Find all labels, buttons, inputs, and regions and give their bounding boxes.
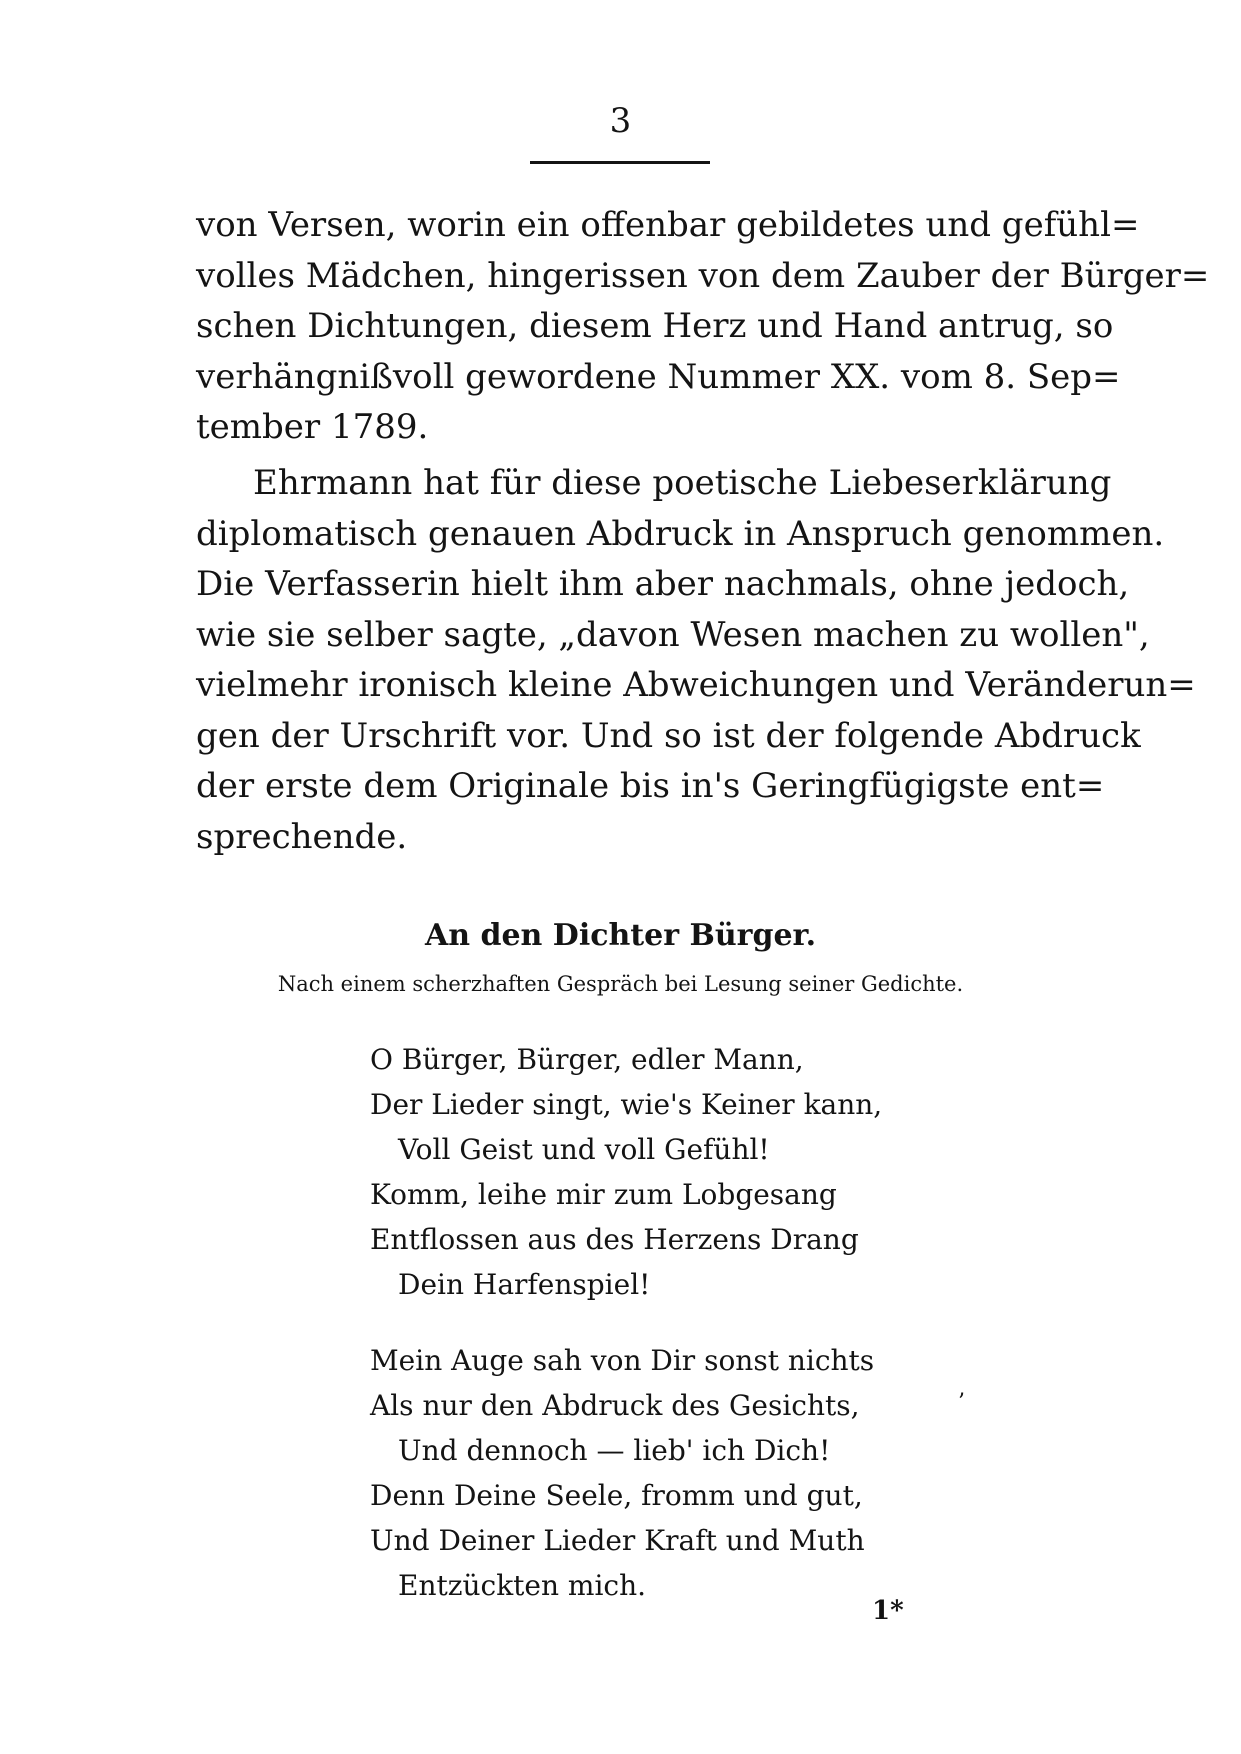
text-line: wie sie selber sagte, „davon Wesen machen zu wollen", — [196, 614, 1150, 655]
text-line: Ehrmann hat für diese poetische Liebeserklärung — [253, 463, 1112, 503]
signature-mark: 1* — [872, 1596, 904, 1626]
text-line: Die Verfasserin hielt ihm aber nachmals, ohne jedoch, — [196, 564, 1130, 604]
verse-line: Komm, leihe mir zum Lobgesang — [370, 1178, 837, 1211]
verse-line: Der Lieder singt, wie's Keiner kann, — [370, 1088, 883, 1121]
verse-line: Entzückten mich. — [398, 1569, 647, 1602]
poem-stanza-1 — [370, 1037, 930, 1307]
text-line: vielmehr ironisch kleine Abweichungen und Veränderun= — [196, 665, 1196, 705]
verse-line: Als nur den Abdruck des Gesichts, — [370, 1389, 860, 1422]
paragraph-1 — [196, 200, 1210, 453]
text-line: verhängnißvoll gewordene Nummer XX. vom 8. Sep= — [196, 356, 1121, 397]
text-line: schen Dichtungen, diesem Herz und Hand antrug, so — [196, 306, 1114, 346]
verse-line: O Bürger, Bürger, edler Mann, — [370, 1043, 804, 1076]
verse-line: Denn Deine Seele, fromm und gut, — [370, 1479, 863, 1512]
text-line: von Versen, worin ein offenbar gebildetes und gefühl= — [196, 205, 1140, 245]
poem-subtitle: Nach einem scherzhaften Gespräch bei Lesung seiner Gedichte. — [277, 972, 964, 996]
ink-speck: ’ — [958, 1390, 965, 1415]
verse-line: Voll Geist und voll Gefühl! — [398, 1133, 770, 1166]
text-line: gen der Urschrift vor. Und so ist der folgende Abdruck — [196, 715, 1141, 756]
text-line: diplomatisch genauen Abdruck in Anspruch genommen. — [196, 513, 1165, 554]
poem-title: An den Dichter Bürger. — [424, 918, 817, 953]
verse-line: Dein Harfenspiel! — [398, 1268, 651, 1301]
verse-line: Und dennoch — lieb' ich Dich! — [398, 1434, 831, 1467]
text-line: sprechende. — [196, 816, 408, 857]
header-rule — [530, 161, 710, 164]
text-line: tember 1789. — [196, 407, 429, 447]
page-number: 3 — [609, 101, 632, 141]
verse-line: Und Deiner Lieder Kraft und Muth — [370, 1524, 865, 1557]
poem-stanza-2 — [370, 1338, 930, 1608]
verse-line: Mein Auge sah von Dir sonst nichts — [370, 1344, 875, 1377]
text-line: der erste dem Originale bis in's Geringfügigste ent= — [196, 766, 1105, 806]
text-line: volles Mädchen, hingerissen von dem Zauber der Bürger= — [196, 255, 1210, 296]
verse-line: Entflossen aus des Herzens Drang — [370, 1223, 859, 1256]
paragraph-2 — [196, 458, 1196, 862]
